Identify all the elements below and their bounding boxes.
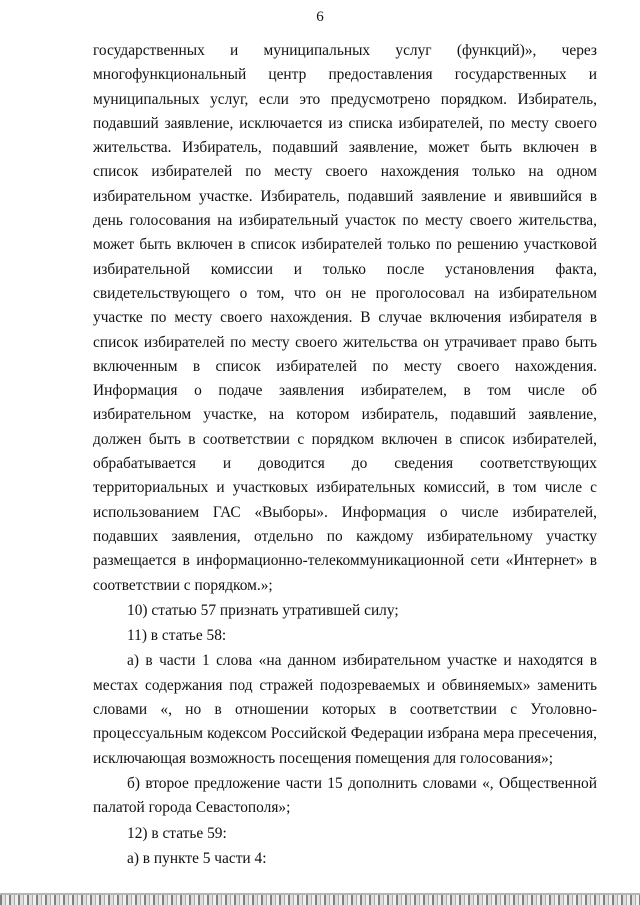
paragraph-item-11b: б) второе предложение части 15 дополнить словами «, Общественной палатой города Севастополя»;	[93, 774, 597, 817]
paragraph-item-12: 12) в статье 59:	[127, 824, 227, 842]
page-number: 6	[316, 9, 324, 25]
paragraph-continuation: государственных и муниципальных услуг (функций)», через многофункциональный центр предоставления государственных и муниципальных услуг, если это предусмотрено порядком. Избиратель, подавший заявление, исключается из списка избирателей, по месту своего жительства. Избиратель, подавший заявление, может быть включен в список избирателей по месту своего нахождения только на одном избирательном участке. Избиратель, подавший заявление и явившийся в день голосования на избирательный участок по месту своего жительства, может быть включен в список избирателей только по решению участковой избирательной комиссии и только после установления факта, свидетельствующего о том, что он не проголосовал на избирательном участке по месту своего нахождения. В случае включения избирателя в список избирателей по месту своего жительства он утрачивает право быть включенным в список избирателей по месту своего нахождения. Информация о подаче заявления избирателем, в том числе об избирательном участке, на котором избиратель, подавший заявление, должен быть в соответствии с порядком включен в список избирателей, обрабатывается и доводится до сведения соответствующих территориальных и участковых избирательных комиссий, в том числе с использованием ГАС «Выборы». Информация о числе избирателей, подавших заявления, отдельно по каждому избирательному участку размещается в информационно-телекоммуникационной сети «Интернет» в соответствии с порядком.»;	[93, 42, 597, 594]
scan-edge-artifact	[0, 895, 640, 905]
paragraph-item-10: 10) статью 57 признать утратившей силу;	[127, 601, 399, 619]
paragraph-item-11a: а) в части 1 слова «на данном избирательном участке и находятся в местах содержания под стражей подозреваемых и обвиняемых» заменить словами «, но в отношении которых в соответствии с Уголовно-процессуальным кодексом Российской Федерации избрана мера пресечения, исключающая возможность посещения помещения для голосования»;	[93, 652, 597, 767]
paragraph-item-12a: а) в пункте 5 части 4:	[127, 849, 267, 867]
paragraph-item-11: 11) в статье 58:	[127, 627, 227, 645]
document-body	[93, 39, 597, 871]
